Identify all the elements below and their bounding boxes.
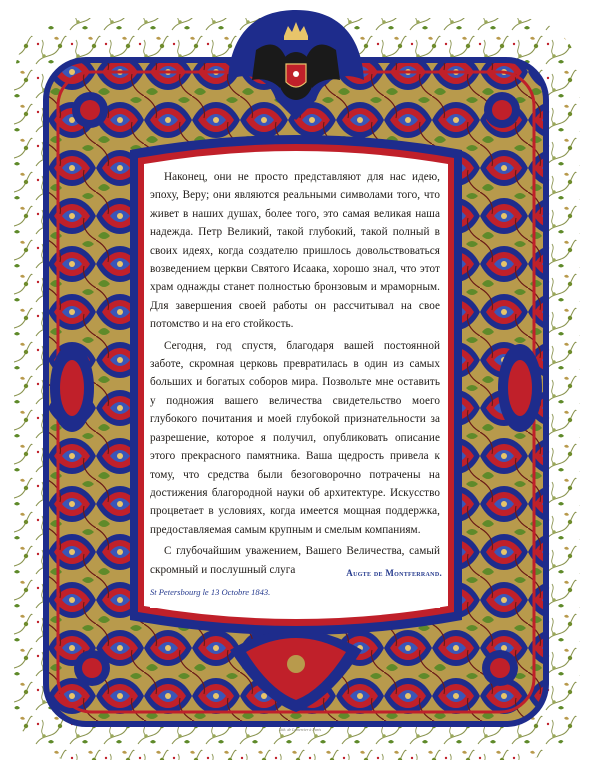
paragraph-1: Наконец, они не просто представляют для нас идею, эпоху, Веру; они являются реальными символами того, что живет в наших душах, более того, это самая великая наша надежда. Петр Великий, такой глубокий, такой полный в своих идеях, когда создателю пришлось довольствоваться возведением церкви Святого Исаака, хорошо знал, что этот храм однажды станет полностью бронзовым и мраморным. Для завершения своей работы он рассчитывал на свое потомство и на его стойкость. bbox=[150, 171, 440, 331]
letter-text bbox=[150, 168, 440, 608]
place-date: St Petersbourg le 13 Octobre 1843. bbox=[150, 587, 271, 597]
printer-imprint: Lith. de Lemercier à Paris bbox=[278, 727, 322, 732]
coat-of-arms-icon bbox=[286, 64, 306, 87]
signature: Augte de Montferrand. bbox=[346, 568, 442, 578]
paragraph-2: Сегодня, год спустя, благодаря вашей постоянной заботе, скромная церковь превратилась в один из самых больших и богатых соборов мира. Позвольте мне оставить у подножия вашего величества свидетельство моего глубокого почитания и моей глубокой признательности за разрешение, которое я получил, опубликовать описание этого прекрасного памятника. Ваша щедрость привела к тому, что средства были безоговорочно потрачены на достижения благородной науки об архитектуре. Искусство процветает в условиях, когда имеется мощная поддержка, предоставляемая самым крупным и смелым компаниям. bbox=[150, 339, 440, 536]
paragraph-3: С глубочайшим уважением, Вашего Величества, самый скромный и послушный слуга bbox=[150, 545, 440, 576]
